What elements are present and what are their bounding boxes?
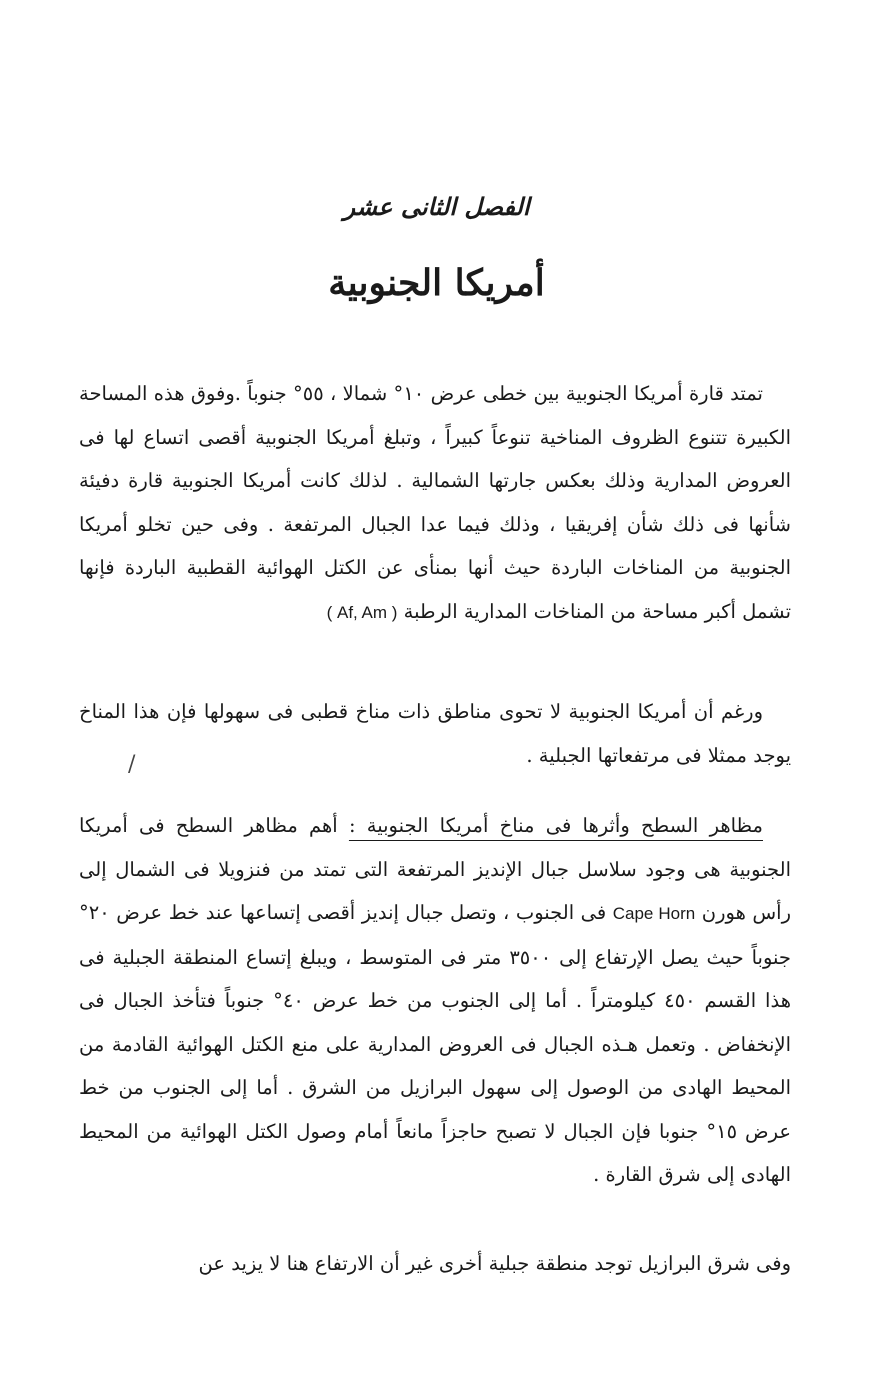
cape-horn-label: Cape Horn — [612, 904, 696, 923]
section-heading: مظاهر السطح وأثرها فى مناخ أمريكا الجنوبية : — [348, 814, 763, 837]
climate-codes: ( Af, Am ) — [326, 602, 398, 622]
paragraph-relief-text-b: فى الجنوب ، وتصل جبال إنديز أقصى إتساعها عند خط عرض ٢٠° جنوباً حيث يصل الإرتفاع إلى ٣٥٠٠ متر فى المتوسط ، ويبلغ إتساع المنطقة الجبلية فى هذا القسم ٤٥٠ كيلومتراً . أما إلى الجنوب من خط عرض ٤٠° جنوباً فتأخذ الجبال فى الإنخفاض . وتعمل هـذه الجبال فى العروض المدارية على منع الكتل الهوائية القادمة من المحيط الهادى من الوصول إلى سهول البرازيل من الشرق . أما إلى الجنوب من خط عرض ١٥° جنوبا فإن الجبال لا تصبح حاجزاً مانعاً أمام وصول الكتل الهوائية من المحيط الهادى إلى شرق القارة . — [79, 901, 791, 1186]
paragraph-relief-text-a: أهم مظاهر السطح فى أمريكا الجنوبية هى وجود سلاسل جبال الإنديز المرتفعة التى تمتد من فنزويلا فى الشمال إلى رأس هورن — [79, 814, 792, 924]
paragraph-brazil-text: وفى شرق البرازيل توجد منطقة جبلية أخرى غير أن الارتفاع هنا لا يزيد عن — [198, 1252, 791, 1275]
paragraph-relief — [79, 804, 791, 1197]
paragraph-polar-climate-text: ورغم أن أمريكا الجنوبية لا تحوى مناطق ذات مناخ قطبى فى سهولها فإن هذا المناخ يوجد ممثلا فى مرتفعاتها الجبلية . — [79, 700, 791, 767]
paragraph-polar-climate — [79, 690, 791, 777]
paragraph-intro-text: تمتد قارة أمريكا الجنوبية بين خطى عرض ١٠° شمالا ، ٥٥° جنوباً .وفوق هذه المساحة الكبيرة تتنوع الظروف المناخية تنوعاً كبيراً ، وتبلغ أمريكا الجنوبية أقصى اتساع لها فى العروض المدارية وذلك بعكس جارتها الشمالية . لذلك كانت أمريكا الجنوبية قارة دفيئة شأنها فى ذلك شأن إفريقيا ، وذلك فيما عدا الجبال المرتفعة . وفى حين تخلو أمريكا الجنوبية من المناخات الباردة حيث أنها بمنأى عن الكتل الهوائية القطبية الباردة فإنها تشمل أكبر مساحة من المناخات المدارية الرطبة — [79, 382, 791, 623]
chapter-label: الفصل الثانى عشر — [343, 192, 530, 221]
paragraph-intro — [79, 372, 791, 634]
margin-mark: / — [128, 752, 136, 777]
chapter-title: أمريكا الجنوبية — [328, 262, 545, 304]
paragraph-brazil — [79, 1242, 791, 1286]
